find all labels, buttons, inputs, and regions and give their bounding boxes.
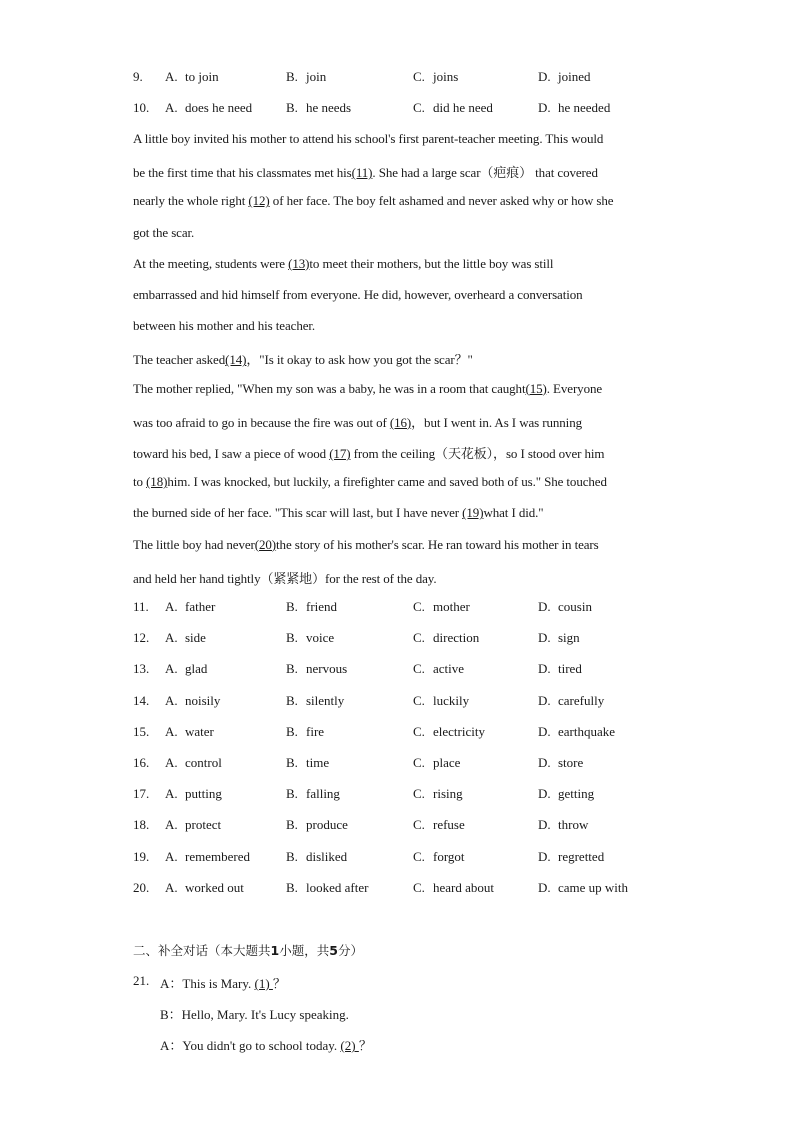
section-count-2: 5 (329, 943, 338, 958)
passage-text: was too afraid to go in because the fire was out of (133, 414, 390, 430)
blank-marker: (16) (389, 414, 412, 430)
passage-text: him. I was knocked, but luckily, a firefighter came and saved both of us." She touched (167, 474, 607, 490)
option-letter: A. (165, 692, 178, 708)
option-letter: B. (286, 723, 298, 739)
question-number: 10. (133, 100, 150, 115)
passage-line (133, 193, 613, 209)
option-letter: D. (538, 817, 551, 833)
option-text: disliked (306, 848, 348, 864)
option-letter: C. (413, 100, 425, 115)
answer-option (165, 630, 206, 646)
blank-marker: (17) (329, 446, 351, 461)
section-count-1: 1 (270, 943, 280, 958)
option-letter: A. (165, 661, 178, 677)
passage-line (133, 412, 582, 431)
answer-option (165, 880, 244, 896)
question-row (133, 786, 693, 804)
dialogue-end: ？ (272, 976, 286, 991)
answer-option (538, 69, 591, 85)
option-text: water (185, 723, 214, 739)
option-text: electricity (433, 723, 485, 739)
option-letter: D. (538, 723, 551, 739)
option-letter: B. (286, 69, 298, 84)
option-text: came up with (558, 879, 629, 895)
dialogue-text: Hello, Mary. It's Lucy speaking. (181, 1007, 349, 1022)
question-number: 14. (133, 692, 150, 708)
answer-option (286, 599, 337, 615)
passage-text: the story of his mother's scar. He ran toward his mother in tears (276, 536, 599, 552)
passage-line (133, 443, 604, 462)
option-text: earthquake (558, 723, 616, 739)
option-text: noisily (185, 692, 221, 708)
option-text: fire (306, 723, 325, 739)
answer-option (165, 69, 219, 85)
option-text: regretted (558, 848, 605, 864)
question-number: 17. (133, 786, 150, 802)
option-text: carefully (558, 692, 605, 708)
option-text: glad (185, 661, 208, 677)
passage-line (133, 256, 553, 272)
question-number: 20. (133, 879, 150, 895)
answer-option (413, 724, 485, 740)
dialogue-line (160, 973, 286, 992)
answer-option (413, 817, 465, 833)
passage-text: from the ceiling（天花板），so I stood over him (350, 446, 605, 461)
dialogue-end: ？ (358, 1038, 372, 1053)
passage-text: The teacher asked (133, 352, 226, 368)
passage-text: to meet their mothers, but the little boy was still (309, 255, 554, 271)
answer-option (286, 817, 348, 833)
passage-line (133, 537, 599, 553)
option-letter: B. (286, 879, 298, 895)
passage-text: At the meeting, students were (133, 255, 289, 271)
question-number: 9. (133, 69, 143, 84)
question-row (133, 599, 693, 617)
option-letter: D. (538, 848, 551, 864)
answer-option (538, 100, 610, 116)
blank-marker: (13) (288, 255, 310, 271)
question-row (133, 755, 693, 773)
question-number: 13. (133, 661, 150, 677)
option-text: cousin (558, 599, 592, 614)
option-letter: D. (538, 69, 551, 84)
option-text: produce (306, 817, 348, 833)
answer-option (286, 100, 351, 116)
option-letter: B. (286, 786, 298, 802)
answer-option (538, 880, 628, 896)
question-number: 15. (133, 723, 150, 739)
question-number: 16. (133, 755, 150, 770)
option-text: father (185, 599, 216, 614)
option-text: looked after (306, 879, 369, 895)
option-text: remembered (185, 848, 250, 864)
dialogue-speaker: A： (160, 1038, 183, 1053)
option-text: getting (558, 786, 595, 802)
passage-text: be the first time that his classmates met his (133, 165, 352, 181)
passage-text: The little boy had never (133, 536, 255, 552)
answer-option (413, 880, 494, 896)
option-text: silently (306, 692, 345, 708)
answer-option (413, 693, 469, 709)
option-letter: D. (538, 755, 551, 770)
passage-line (133, 225, 194, 241)
passage-text: got the scar. (133, 224, 195, 240)
question-number: 18. (133, 817, 150, 833)
dialogue-blank: (1) (254, 976, 273, 991)
passage-text: The mother replied, "When my son was a baby, he was in a room that caught (133, 380, 526, 396)
option-letter: D. (538, 692, 551, 708)
option-text: rising (433, 786, 463, 802)
dialogue-text: You didn't go to school today. (182, 1038, 341, 1053)
answer-option (165, 786, 222, 802)
option-letter: A. (165, 69, 178, 84)
option-text: store (558, 755, 584, 770)
answer-option (413, 630, 479, 646)
answer-option (286, 724, 324, 740)
option-text: joins (433, 69, 459, 84)
option-letter: B. (286, 100, 298, 115)
passage-line (133, 568, 437, 587)
option-letter: D. (538, 879, 551, 895)
option-text: forgot (433, 848, 465, 864)
answer-option (286, 755, 329, 771)
option-text: friend (306, 599, 338, 614)
passage-text: . Everyone (546, 380, 603, 396)
answer-option (538, 599, 592, 615)
passage-line (133, 474, 607, 490)
dialogue-line (160, 1004, 349, 1023)
option-text: worked out (185, 879, 244, 895)
dialogue-number: 21. (133, 973, 150, 988)
passage-line (133, 287, 583, 303)
option-text: side (185, 630, 206, 646)
option-text: did he need (433, 100, 493, 115)
question-row (133, 630, 693, 648)
passage-text: nearly the whole right (133, 193, 249, 209)
question-row (133, 849, 693, 867)
passage-line (133, 505, 544, 521)
answer-option (165, 693, 220, 709)
answer-option (413, 661, 464, 677)
question-row (133, 661, 693, 679)
blank-marker: (11) (351, 165, 373, 181)
option-letter: B. (286, 848, 298, 864)
blank-marker: (18) (146, 474, 168, 490)
option-letter: C. (413, 723, 425, 739)
passage-line (133, 162, 598, 181)
passage-text: ，but I went in. As I was running (411, 414, 582, 430)
option-text: falling (306, 786, 340, 802)
answer-option (165, 599, 215, 615)
answer-option (538, 693, 604, 709)
answer-option (165, 849, 250, 865)
option-text: sign (558, 630, 580, 646)
option-letter: D. (538, 100, 551, 115)
passage-line (133, 318, 315, 334)
answer-option (538, 755, 583, 771)
answer-option (165, 755, 222, 771)
passage-text: . She had a large scar（疤痕） that covered (372, 165, 598, 181)
answer-option (413, 100, 493, 116)
blank-marker: (12) (248, 193, 270, 209)
answer-option (286, 661, 347, 677)
answer-option (165, 100, 252, 116)
dialogue-text: This is Mary. (182, 976, 255, 991)
answer-option (413, 69, 458, 85)
answer-option (413, 599, 470, 615)
section-title-suffix: 分） (337, 943, 363, 958)
option-letter: B. (286, 630, 298, 646)
passage-text: the burned side of her face. "This scar will last, but I have never (133, 505, 463, 521)
blank-marker: (15) (525, 380, 547, 396)
question-row (133, 724, 693, 742)
passage-line (133, 381, 602, 397)
option-text: does he need (185, 100, 253, 115)
option-letter: C. (413, 599, 425, 614)
passage-text: to (133, 474, 147, 490)
blank-marker: (19) (462, 505, 484, 521)
option-text: to join (185, 69, 219, 84)
passage-text: ，"Is it okay to ask how you got the scar？" (246, 352, 473, 368)
option-text: tired (558, 661, 582, 677)
answer-option (286, 849, 347, 865)
answer-option (538, 786, 594, 802)
blank-marker: (20) (254, 536, 277, 552)
answer-option (413, 786, 463, 802)
option-letter: D. (538, 630, 551, 646)
passage-line (133, 349, 473, 368)
question-number: 19. (133, 848, 150, 864)
answer-option (538, 817, 588, 833)
option-letter: C. (413, 848, 425, 864)
dialogue-line (160, 1035, 372, 1054)
passage-text: and held her hand tightly（紧紧地）for the rest of the day. (133, 570, 437, 586)
answer-option (286, 630, 334, 646)
option-letter: A. (165, 755, 178, 770)
answer-option (413, 755, 460, 771)
passage-text: A little boy invited his mother to attend his school's first parent-teacher meeting. This would (133, 131, 604, 146)
option-text: control (185, 755, 222, 770)
section-title (133, 941, 363, 959)
answer-option (286, 69, 326, 85)
option-letter: A. (165, 786, 178, 802)
option-text: protect (185, 817, 222, 833)
question-number: 11. (133, 599, 149, 614)
dialogue-speaker: A： (160, 976, 183, 991)
section-title-prefix: 二、补全对话（本大题共 (133, 943, 271, 958)
option-letter: D. (538, 786, 551, 802)
option-text: active (433, 661, 465, 677)
passage-text: of her face. The boy felt ashamed and never asked why or how she (269, 193, 614, 209)
option-letter: C. (413, 661, 425, 677)
passage-text: between his mother and his teacher. (133, 318, 316, 334)
dialogue-speaker: B： (160, 1007, 182, 1022)
option-text: join (306, 69, 327, 84)
question-row (133, 69, 693, 87)
answer-option (286, 693, 344, 709)
blank-marker: (14) (225, 352, 247, 368)
option-letter: A. (165, 817, 178, 833)
option-text: refuse (433, 817, 465, 833)
answer-option (413, 849, 465, 865)
option-letter: C. (413, 755, 425, 770)
option-letter: B. (286, 755, 298, 770)
option-text: luckily (433, 692, 470, 708)
option-letter: C. (413, 879, 425, 895)
option-letter: C. (413, 69, 425, 84)
question-row (133, 693, 693, 711)
option-letter: A. (165, 879, 178, 895)
passage-line (133, 131, 603, 147)
option-letter: B. (286, 661, 298, 677)
option-text: putting (185, 786, 222, 802)
option-text: he needed (558, 100, 611, 115)
option-text: place (433, 755, 461, 770)
answer-option (165, 661, 207, 677)
option-letter: D. (538, 661, 551, 677)
option-letter: A. (165, 848, 178, 864)
option-letter: C. (413, 786, 425, 802)
section-title-mid: 小题，共 (279, 943, 330, 958)
option-letter: B. (286, 692, 298, 708)
option-letter: D. (538, 599, 551, 614)
option-letter: A. (165, 100, 178, 115)
option-letter: A. (165, 630, 178, 646)
option-letter: C. (413, 630, 425, 646)
question-row (133, 880, 693, 898)
option-letter: A. (165, 599, 178, 614)
option-text: mother (433, 599, 470, 614)
question-row (133, 100, 693, 118)
question-row (133, 817, 693, 835)
passage-text: what I did." (483, 505, 544, 521)
passage-text: embarrassed and hid himself from everyone. He did, however, overheard a conversation (133, 287, 583, 302)
option-text: joined (558, 69, 591, 84)
answer-option (165, 817, 221, 833)
option-letter: B. (286, 599, 298, 614)
option-text: he needs (306, 100, 352, 115)
option-text: direction (433, 630, 480, 646)
option-letter: C. (413, 817, 425, 833)
passage-text: toward his bed, I saw a piece of wood (133, 446, 330, 461)
option-text: heard about (433, 879, 495, 895)
answer-option (286, 880, 368, 896)
option-letter: A. (165, 723, 178, 739)
answer-option (538, 724, 615, 740)
option-text: nervous (306, 661, 348, 677)
answer-option (538, 630, 580, 646)
question-number: 12. (133, 630, 150, 646)
answer-option (538, 849, 604, 865)
option-text: time (306, 755, 330, 770)
answer-option (538, 661, 582, 677)
answer-option (165, 724, 214, 740)
option-text: throw (558, 817, 589, 833)
option-letter: C. (413, 692, 425, 708)
option-letter: B. (286, 817, 298, 833)
answer-option (286, 786, 340, 802)
option-text: voice (306, 630, 335, 646)
dialogue-blank: (2) (340, 1038, 359, 1053)
